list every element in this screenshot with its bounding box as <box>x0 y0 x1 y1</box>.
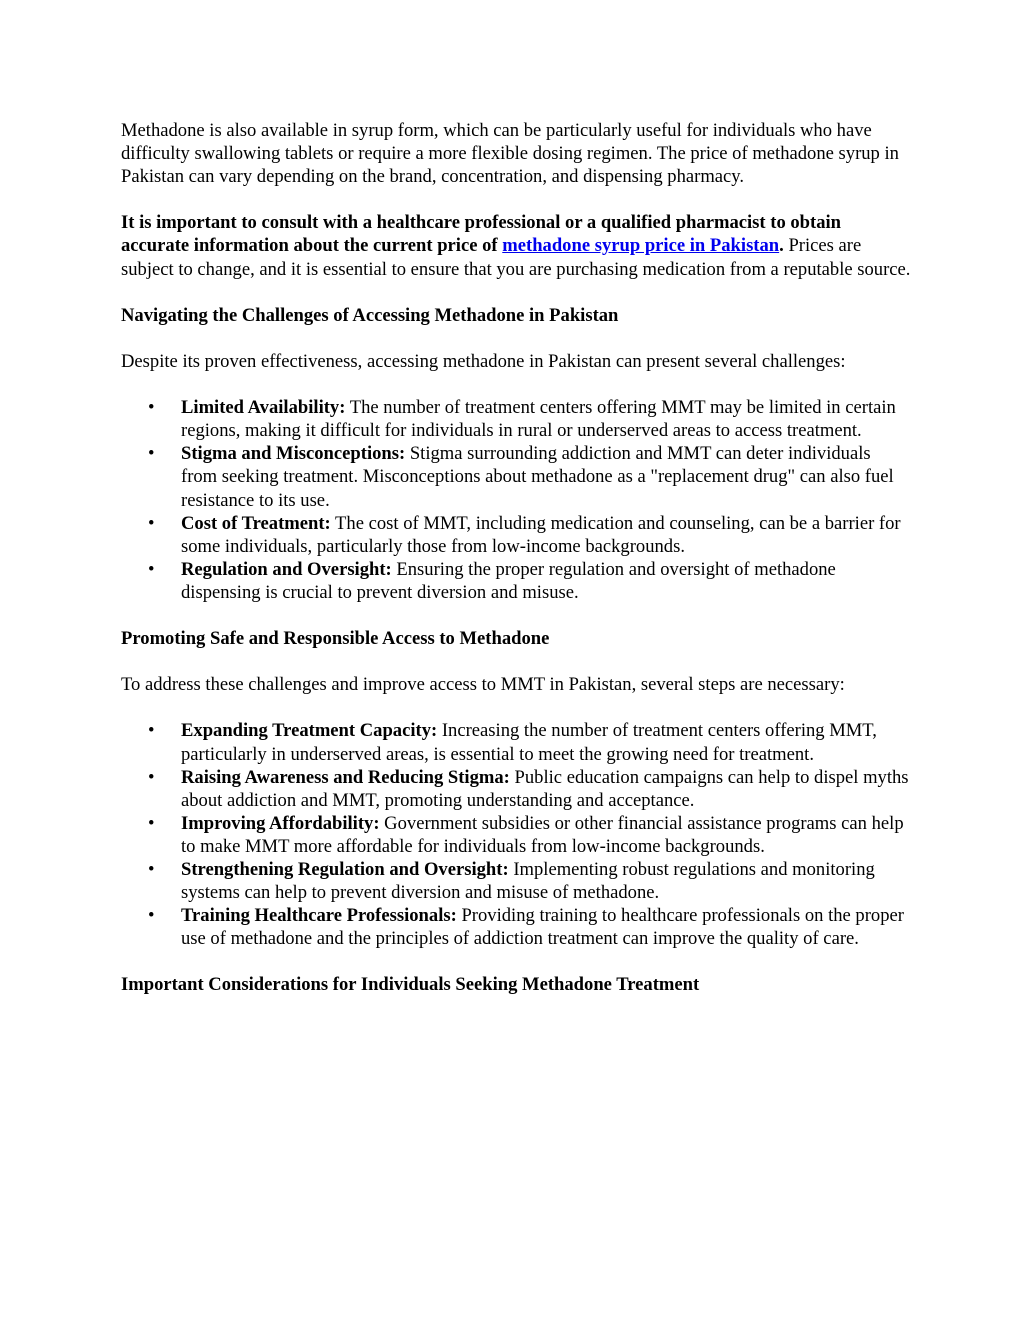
bullet-icon: • <box>148 812 155 834</box>
challenges-list <box>121 396 911 604</box>
list-item <box>121 558 911 604</box>
list-item <box>121 812 911 858</box>
list-item-label: Strengthening Regulation and Oversight: <box>181 859 509 880</box>
challenges-intro: Despite its proven effectiveness, accessing methadone in Pakistan can present several challenges: <box>121 350 846 372</box>
list-item-text: The cost of MMT, including medication and counseling, can be a barrier for some individuals, particularly those from low-income backgrounds. <box>181 512 901 557</box>
list-item <box>121 766 911 812</box>
list-item-text: Ensuring the proper regulation and oversight of methadone dispensing is crucial to prevent diversion and misuse. <box>181 558 836 603</box>
bullet-icon: • <box>148 558 155 580</box>
consult-period: . <box>779 235 784 257</box>
bullet-icon: • <box>148 512 155 534</box>
list-item-label: Raising Awareness and Reducing Stigma: <box>181 766 510 788</box>
consult-bold-text: It is important to consult with a healthcare professional or a qualified pharmacist to obtain accurate information about the current price of <box>121 212 842 257</box>
list-item <box>121 858 911 904</box>
list-item-label: Improving Affordability: <box>181 812 380 834</box>
bullet-icon: • <box>148 443 155 465</box>
list-item-text: Stigma surrounding addiction and MMT can deter individuals from seeking treatment. Misconceptions about methadone as a "replacement drug" can also fuel resistance to its use. <box>181 443 894 511</box>
consult-paragraph <box>121 211 911 280</box>
list-item-label: Expanding Treatment Capacity: <box>181 720 438 742</box>
methadone-syrup-price-link[interactable]: methadone syrup price in Pakistan <box>502 235 780 257</box>
list-item <box>121 396 911 442</box>
section-heading-promoting-access: Promoting Safe and Responsible Access to Methadone <box>121 628 550 650</box>
list-item <box>121 442 911 511</box>
consult-rest-text: Prices are subject to change, and it is essential to ensure that you are purchasing medication from a reputable source. <box>121 235 911 280</box>
list-item-text: Increasing the number of treatment centers offering MMT, particularly in underserved areas, is essential to meet the growing need for treatment. <box>181 720 877 765</box>
list-item-text: Implementing robust regulations and monitoring systems can help to prevent diversion and misuse of methadone. <box>181 859 875 904</box>
document-page <box>121 119 911 1020</box>
intro-paragraph: Methadone is also available in syrup form, which can be particularly useful for individuals who have difficulty swallowing tablets or require a more flexible dosing regimen. The price of methadone syrup in Pakistan can vary depending on the brand, concentration, and dispensing pharmacy. <box>121 120 899 188</box>
list-item-text: Providing training to healthcare professionals on the proper use of methadone and the principles of addiction treatment can improve the quality of care. <box>181 905 904 950</box>
list-item-text: Public education campaigns can help to dispel myths about addiction and MMT, promoting understanding and acceptance. <box>181 766 909 811</box>
list-item-text: Government subsidies or other financial assistance programs can help to make MMT more affordable for individuals from low-income backgrounds. <box>181 812 904 857</box>
bullet-icon: • <box>148 766 155 788</box>
promoting-intro: To address these challenges and improve access to MMT in Pakistan, several steps are necessary: <box>121 674 845 696</box>
section-heading-considerations: Important Considerations for Individuals Seeking Methadone Treatment <box>121 974 700 996</box>
list-item-text: The number of treatment centers offering MMT may be limited in certain regions, making it difficult for individuals in rural or underserved areas to access treatment. <box>181 397 896 442</box>
list-item <box>121 719 911 765</box>
list-item <box>121 904 911 950</box>
list-item-label: Stigma and Misconceptions: <box>181 443 406 465</box>
list-item <box>121 512 911 558</box>
steps-list <box>121 719 911 950</box>
list-item-label: Training Healthcare Professionals: <box>181 905 457 927</box>
list-item-label: Cost of Treatment: <box>181 512 331 534</box>
list-item-label: Regulation and Oversight: <box>181 558 392 580</box>
bullet-icon: • <box>148 397 155 419</box>
bullet-icon: • <box>148 905 155 927</box>
list-item-label: Limited Availability: <box>181 397 346 419</box>
bullet-icon: • <box>148 859 155 880</box>
bullet-icon: • <box>148 720 155 742</box>
section-heading-challenges: Navigating the Challenges of Accessing Methadone in Pakistan <box>121 304 619 326</box>
